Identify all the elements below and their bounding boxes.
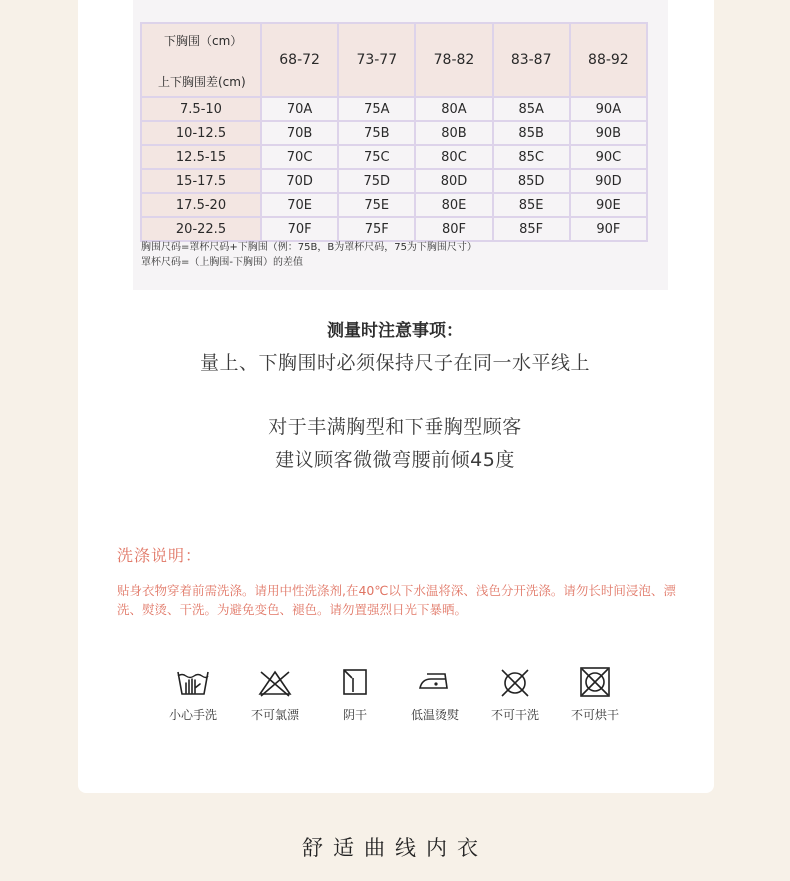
table-cell: 90A — [570, 97, 647, 121]
care-icons — [153, 666, 643, 726]
table-cell: 85F — [493, 217, 570, 241]
table-cell: 75B — [338, 121, 415, 145]
care-label: 低温烫熨 — [410, 708, 459, 722]
table-cell: 70A — [261, 97, 338, 121]
table-cell: 80C — [415, 145, 492, 169]
table-cell: 75C — [338, 145, 415, 169]
column-header: 73-77 — [338, 23, 415, 97]
table-cell: 80D — [415, 169, 492, 193]
table-row — [141, 169, 647, 193]
table-cell: 70E — [261, 193, 338, 217]
care-label: 小心手洗 — [168, 708, 217, 722]
size-chart — [133, 0, 668, 290]
size-note-line: 罩杯尺码=（上胸围-下胸围）的差值 — [141, 257, 303, 268]
notice-title: 测量时注意事项： — [327, 321, 463, 341]
size-table — [140, 22, 648, 242]
table-row — [141, 193, 647, 217]
table-cell: 80F — [415, 217, 492, 241]
notice-line: 对于丰满胸型和下垂胸型顾客 — [268, 416, 522, 438]
table-cell: 85A — [493, 97, 570, 121]
table-cell: 85E — [493, 193, 570, 217]
size-table-corner — [141, 23, 261, 97]
footer-title: 舒适曲线内衣 — [302, 836, 488, 860]
wash-instructions: 贴身衣物穿着前需洗涤。请用中性洗涤剂,在40℃以下水温将深、浅色分开洗涤。请勿长时间浸泡、漂洗、熨烫、干洗。为避免变色、褪色。请勿置强烈日光下暴晒。 — [117, 583, 676, 617]
column-header: 88-92 — [570, 23, 647, 97]
table-cell: 75A — [338, 97, 415, 121]
table-cell: 85B — [493, 121, 570, 145]
table-row — [141, 145, 647, 169]
corner-bottom-label: 上下胸围差(cm) — [158, 75, 246, 89]
row-header: 20-22.5 — [141, 217, 261, 241]
care-label: 不可氯漂 — [250, 708, 299, 722]
notice-line: 量上、下胸围时必须保持尺子在同一水平线上 — [199, 352, 590, 374]
size-chart-note — [141, 240, 661, 270]
low-iron-icon — [417, 666, 453, 698]
table-cell: 90D — [570, 169, 647, 193]
care-item-hand-wash — [153, 666, 233, 723]
no-bleach-icon — [257, 666, 293, 698]
shade-dry-icon — [337, 666, 373, 698]
table-cell: 70D — [261, 169, 338, 193]
table-cell: 75F — [338, 217, 415, 241]
table-cell: 90B — [570, 121, 647, 145]
care-label: 不可烘干 — [570, 708, 619, 722]
table-cell: 70B — [261, 121, 338, 145]
size-note-line: 胸围尺码=罩杯尺码+下胸围（例：75B，B为罩杯尺码，75为下胸围尺寸） — [141, 242, 477, 253]
table-cell: 90E — [570, 193, 647, 217]
table-cell: 70F — [261, 217, 338, 241]
no-tumble-dry-icon — [577, 666, 613, 698]
table-cell: 80A — [415, 97, 492, 121]
table-cell: 70C — [261, 145, 338, 169]
corner-top-label: 下胸围（cm） — [164, 34, 243, 48]
row-header: 12.5-15 — [141, 145, 261, 169]
table-cell: 75D — [338, 169, 415, 193]
care-item-no-bleach — [235, 666, 315, 723]
notice-line: 建议顾客微微弯腰前倾45度 — [275, 449, 515, 471]
care-label: 不可干洗 — [490, 708, 539, 722]
table-row — [141, 97, 647, 121]
care-item-no-dry-clean — [475, 666, 555, 723]
size-table-header-row — [141, 23, 647, 97]
table-cell: 75E — [338, 193, 415, 217]
column-header: 83-87 — [493, 23, 570, 97]
table-cell: 90C — [570, 145, 647, 169]
table-cell: 85C — [493, 145, 570, 169]
table-cell: 85D — [493, 169, 570, 193]
table-row — [141, 121, 647, 145]
row-header: 15-17.5 — [141, 169, 261, 193]
care-item-low-iron — [395, 666, 475, 723]
row-header: 10-12.5 — [141, 121, 261, 145]
table-row — [141, 217, 647, 241]
table-cell: 80E — [415, 193, 492, 217]
column-header: 78-82 — [415, 23, 492, 97]
row-header: 17.5-20 — [141, 193, 261, 217]
row-header: 7.5-10 — [141, 97, 261, 121]
care-item-shade-dry — [315, 666, 395, 723]
table-cell: 90F — [570, 217, 647, 241]
table-cell: 80B — [415, 121, 492, 145]
hand-wash-icon — [175, 666, 211, 698]
care-item-no-tumble-dry — [555, 666, 635, 723]
care-label: 阴干 — [342, 708, 367, 722]
no-dry-clean-icon — [497, 666, 533, 698]
column-header: 68-72 — [261, 23, 338, 97]
wash-title: 洗涤说明： — [117, 546, 203, 565]
